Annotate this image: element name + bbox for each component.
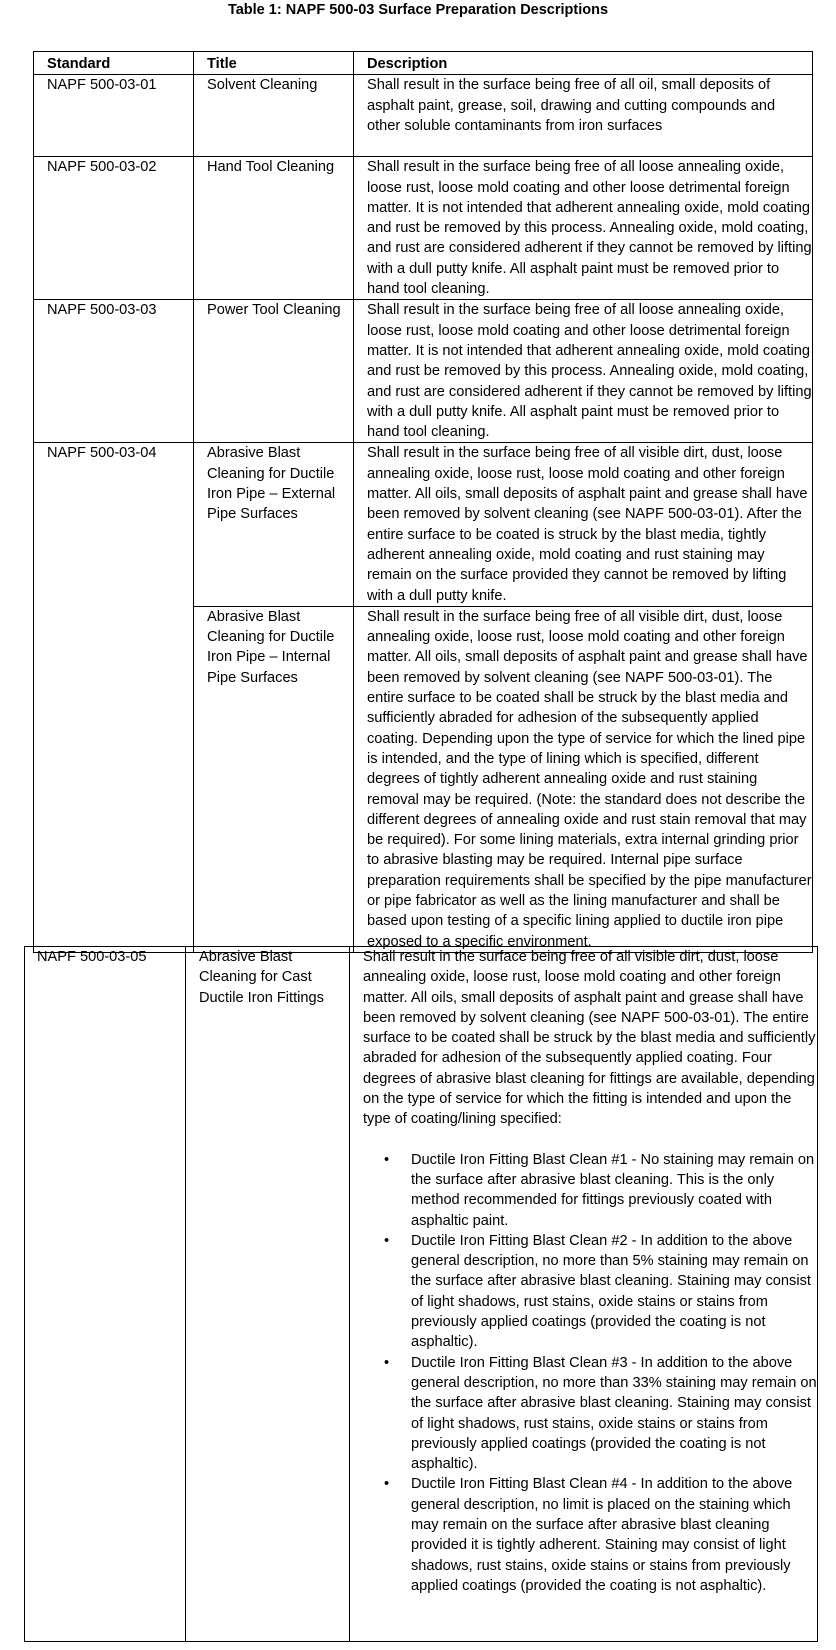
- standard-cell: NAPF 500-03-02: [34, 157, 194, 300]
- title-cell: Solvent Cleaning: [194, 75, 354, 157]
- list-item-text: Ductile Iron Fitting Blast Clean #2 - In addition to the above general description, no more than 5% staining may remain on the surface after abrasive blast cleaning. Staining may consist of light shadows, rust stains, oxide stains or stains from previously applied coatings (provided the coating is not asphaltic).: [411, 1232, 811, 1351]
- standard-cell: NAPF 500-03-03: [34, 300, 194, 443]
- header-standard: Standard: [34, 52, 194, 75]
- title-cell: Abrasive Blast Cleaning for Ductile Iron Pipe – External Pipe Surfaces: [194, 443, 354, 606]
- bullet-icon: •: [384, 1354, 390, 1371]
- bullet-icon: •: [384, 1476, 390, 1493]
- title-cell: Abrasive Blast Cleaning for Ductile Iron Pipe – Internal Pipe Surfaces: [194, 606, 354, 952]
- header-row: [34, 52, 813, 75]
- bullet-icon: •: [384, 1232, 390, 1249]
- list-item-text: Ductile Iron Fitting Blast Clean #4 - In addition to the above general description, no limit is placed on the staining which may remain on the surface after abrasive blast cleaning provided it is tightly adherent. Staining may consist of light shadows, rust stains, oxide stains or stains from previously applied coatings (provided the coating is not asphaltic).: [411, 1476, 793, 1594]
- title-cell: Power Tool Cleaning: [194, 300, 354, 443]
- table-row: [34, 157, 813, 300]
- standard-cell: NAPF 500-03-04: [34, 443, 194, 952]
- standard-cell: NAPF 500-03-01: [34, 75, 194, 157]
- table-row: [34, 443, 813, 606]
- table-row: [34, 75, 813, 157]
- description-cell: Shall result in the surface being free of all visible dirt, dust, loose annealing oxide, loose rust, loose mold coating and other foreign matter. All oils, small deposits of asphalt paint and grease shall have been removed by solvent cleaning (see NAPF 500-03-01). The entire surface to be coated shall be struck by the blast media and sufficiently abraded for adhesion of the subsequently applied coating. Depending upon the type of service for which the lined pipe is intended, and the type of lining which is specified, different degrees of tightly adherent annealing oxide and rust staining removal may be required. (Note: the standard does not describe the different degrees of annealing oxide and rust stain removal that may be required). For some lining materials, extra internal grinding prior to abrasive blasting may be required. Internal pipe surface preparation requirements shall be specified by the pipe manufacturer or pipe fabricator as well as the lining manufacturer and shall be based upon testing of a specific lining applied to ductile iron pipe exposed to a specific environment.: [354, 606, 813, 952]
- surface-prep-table: [33, 51, 813, 953]
- list-item: [384, 1353, 817, 1475]
- table-caption: Table 1: NAPF 500-03 Surface Preparation Descriptions: [227, 2, 609, 18]
- header-title: Title: [194, 52, 354, 75]
- description-cell: [350, 947, 818, 1642]
- list-item: [384, 1150, 817, 1231]
- surface-prep-table-continued: [24, 946, 818, 1642]
- description-cell: Shall result in the surface being free of all loose annealing oxide, loose rust, loose mold coating and other loose detrimental foreign matter. It is not intended that adherent annealing oxide, mold coating and rust be removed by this process. Annealing oxide, mold coating, and rust are considered adherent if they cannot be removed by lifting with a dull putty knife. All asphalt paint must be removed prior to hand tool cleaning.: [354, 157, 813, 300]
- title-cell: Hand Tool Cleaning: [194, 157, 354, 300]
- table-row: [34, 300, 813, 443]
- description-cell: Shall result in the surface being free of all oil, small deposits of asphalt paint, grease, soil, drawing and cutting compounds and other soluble contaminants from iron surfaces: [354, 75, 813, 157]
- bullet-icon: •: [384, 1151, 390, 1168]
- description-intro: Shall result in the surface being free of all visible dirt, dust, loose annealing oxide, loose rust, loose mold coating and other foreign matter. All oils, small deposits of asphalt paint and grease shall have been removed by solvent cleaning (see NAPF 500-03-01). The entire surface to be coated shall be struck by the blast media and sufficiently abraded for adhesion of the subsequently applied coating. Four degrees of abrasive blast cleaning for fittings are available, depending on the type of service for which the fitting is intended and upon the type of coating/lining specified:: [363, 949, 816, 1128]
- blast-clean-list: [363, 1150, 817, 1597]
- header-description: Description: [354, 52, 813, 75]
- list-item-text: Ductile Iron Fitting Blast Clean #3 - In addition to the above general description, no more than 33% staining may remain on the surface after abrasive blast cleaning. Staining may consist of light shadows, rust stains, oxide stains or stains from previously applied coatings (provided the coating is not asphaltic).: [411, 1354, 817, 1473]
- title-cell: Abrasive Blast Cleaning for Cast Ductile Iron Fittings: [186, 947, 350, 1642]
- list-item: [384, 1474, 817, 1596]
- list-item: [384, 1231, 817, 1353]
- description-cell: Shall result in the surface being free of all loose annealing oxide, loose rust, loose mold coating and other loose detrimental foreign matter. It is not intended that adherent annealing oxide, mold coating and rust be removed by this process. Annealing oxide, mold coating, and rust are considered adherent if they cannot be removed by lifting with a dull putty knife. All asphalt paint must be removed prior to hand tool cleaning.: [354, 300, 813, 443]
- description-cell: Shall result in the surface being free of all visible dirt, dust, loose annealing oxide, loose rust, loose mold coating and other foreign matter. All oils, small deposits of asphalt paint and grease shall have been removed by solvent cleaning (see NAPF 500-03-01). After the entire surface to be coated is struck by the blast media, tightly adherent annealing oxide, mold coating and rust staining may remain on the surface provided they cannot be removed by lifting with a dull putty knife.: [354, 443, 813, 606]
- table-row: [25, 947, 818, 1642]
- standard-cell: NAPF 500-03-05: [25, 947, 186, 1642]
- list-item-text: Ductile Iron Fitting Blast Clean #1 - No staining may remain on the surface after abrasive blast cleaning. This is the only method recommended for fittings previously coated with asphaltic paint.: [411, 1151, 815, 1229]
